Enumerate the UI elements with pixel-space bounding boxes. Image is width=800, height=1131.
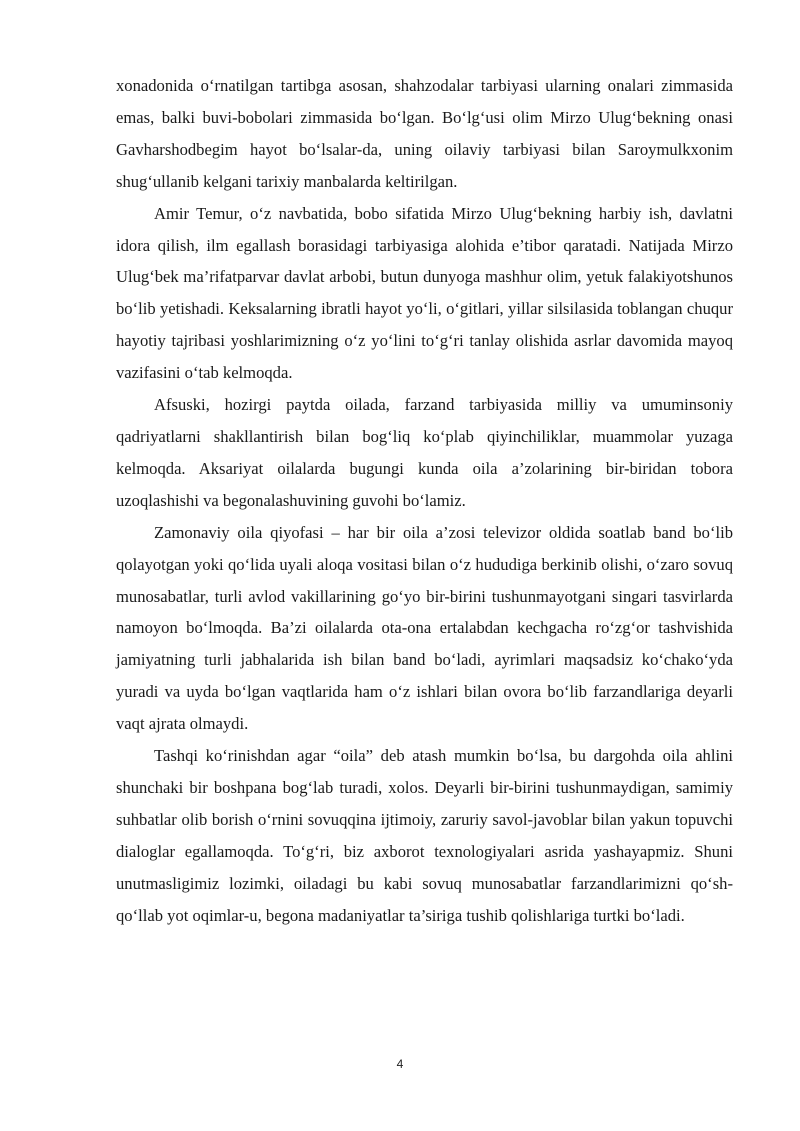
paragraph-amir-temur: Amir Temur, o‘z navbatida, bobo sifatida Mirzo Ulug‘bekning harbiy ish, davlatni idora qilish, ilm egallash borasidagi tarbiyasiga alohida e’tibor qaratadi. Natijada Mirzo Ulug‘bek ma’rifatparvar davlat arbobi, butun dunyoga mashhur olim, yetuk falakiyotshunos bo‘lib yetishadi. Keksalarning ibratli hayot yo‘li, o‘gitlari, yillar silsilasida toblangan chuqur hayotiy tajribasi yoshlarimizning o‘z yo‘lini to‘g‘ri tanlay olishida asrlar davomida mayoq vazifasini o‘tab kelmoqda. xyxy=(116,203,733,383)
page-number: 4 xyxy=(396,1057,404,1071)
paragraph-afsuski: Afsuski, hozirgi paytda oilada, farzand tarbiyasida milliy va umuminsoniy qadriyatlarni shakllantirish bilan bog‘liq ko‘plab qiyinchiliklar, muammolar yuzaga kelmoqda. Aksariyat oilalarda bugungi kunda oila a’zolarining bir-biridan tobora uzoqlashishi va begonalashuvining guvohi bo‘lamiz. xyxy=(116,395,733,510)
paragraph-continuation: xonadonida o‘rnatilgan tartibga asosan, shahzodalar tarbiyasi ularning onalari zimmasida emas, balki buvi-bobolari zimmasida bo‘lgan. Bo‘lg‘usi olim Mirzo Ulug‘bekning onasi Gavharshodbegim hayot bo‘lsalar-da, uning oilaviy tarbiyasi bilan Saroymulkxonim shug‘ullanib kelgani tarixiy manbalarda keltirilgan. xyxy=(116,76,733,191)
paragraph-zamonaviy-oila: Zamonaviy oila qiyofasi – har bir oila a’zosi televizor oldida soatlab band bo‘lib qolayotgan yoki qo‘lida uyali aloqa vositasi bilan o‘z hududiga berkinib olishi, o‘zaro sovuq munosabatlar, turli avlod vakillarining go‘yo bir-birini tushunmayotgani singari tasvirlarda namoyon bo‘lmoqda. Ba’zi oilalarda ota-ona ertalabdan kechgacha ro‘zg‘or tashvishida jamiyatning turli jabhalarida ish bilan band bo‘ladi, ayrimlari maqsadsiz ko‘chako‘yda yuradi va uyda bo‘lgan vaqtlarida ham o‘z ishlari bilan ovora bo‘lib farzandlariga deyarli vaqt ajrata olmaydi. xyxy=(116,522,733,734)
paragraph-tashqi-korinish: Tashqi ko‘rinishdan agar “oila” deb atash mumkin bo‘lsa, bu dargohda oila ahlini shunchaki bir boshpana bog‘lab turadi, xolos. Deyarli bir-birini tushunmaydigan, samimiy suhbatlar olib borish o‘rnini sovuqqina ijtimoiy, zaruriy savol-javoblar bilan yakun topuvchi dialoglar egallamoqda. To‘g‘ri, biz axborot texnologiyalari asrida yashayapmiz. Shuni unutmasligimiz lozimki, oiladagi bu kabi sovuq munosabatlar farzandlarimizni qo‘sh-qo‘llab yot oqimlar-u, begona madaniyatlar ta’siriga tushib qolishlariga turtki bo‘ladi. xyxy=(116,746,733,925)
document-page xyxy=(116,70,733,931)
